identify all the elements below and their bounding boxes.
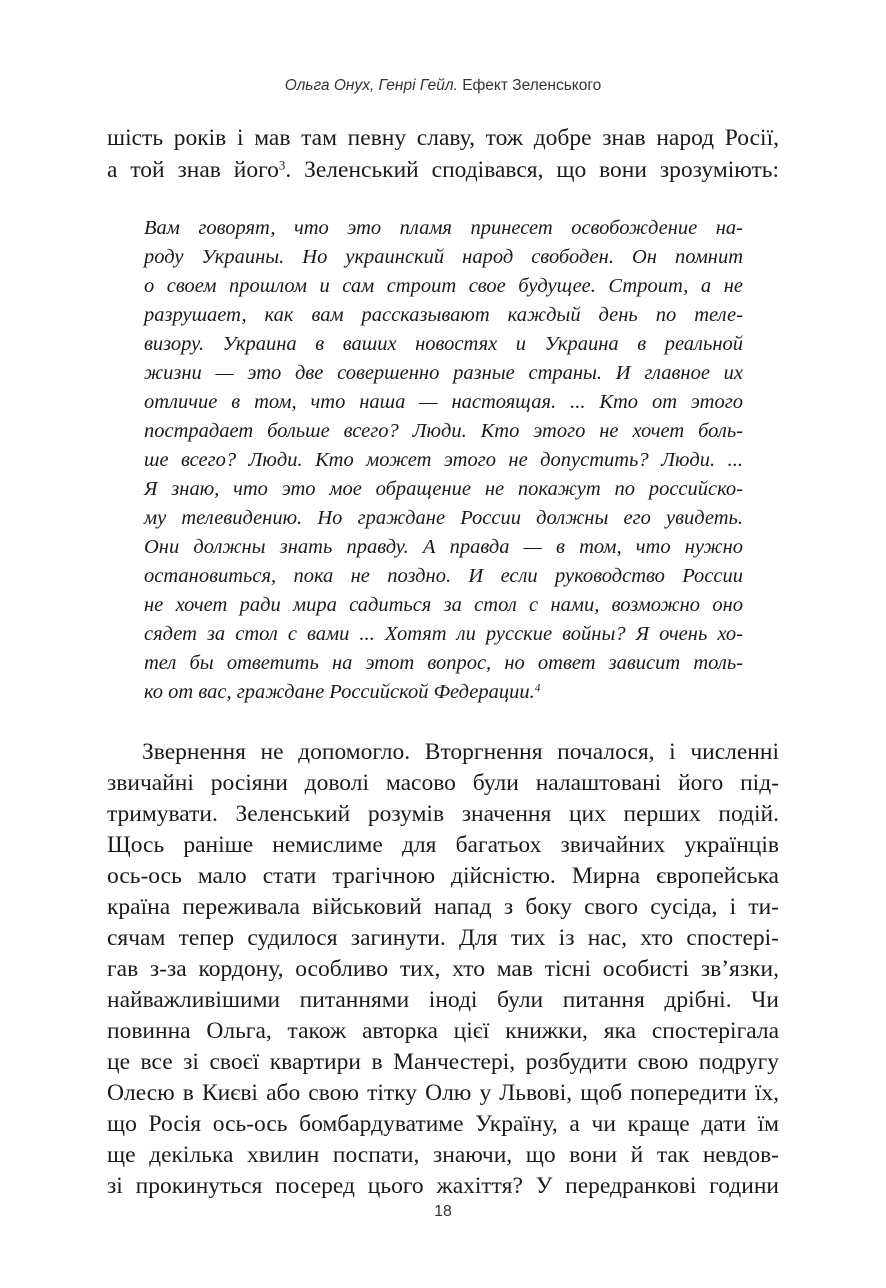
quote-line: отличие в том, что наша — настоящая. ... Кто от этого bbox=[144, 391, 743, 413]
running-head-title: Ефект Зеленського bbox=[462, 77, 602, 94]
body-line: країна переживала військовий напад з боку свого сусіда, і ти- bbox=[107, 894, 779, 920]
quote-text: ко от вас, граждане Российской Федерации. bbox=[144, 681, 535, 703]
body-line: ще декілька хвилин поспати, знаючи, що вони й так невдов- bbox=[107, 1142, 779, 1168]
running-head-authors: Ольга Онух, Генрі Гейл. bbox=[284, 77, 458, 94]
quote-line: Они должны знать правду. А правда — в том, что нужно bbox=[144, 536, 743, 558]
quote-line: Я знаю, что это мое обращение не покажут по российско- bbox=[144, 478, 743, 500]
body-line: Олесю в Києві або свою тітку Олю у Львові, щоб попередити їх, bbox=[107, 1080, 779, 1106]
quote-line: визору. Украина в ваших новостях и Украина в реальной bbox=[144, 333, 743, 355]
footnote-ref: 4 bbox=[534, 682, 541, 695]
opening-line: шість років і мав там певну славу, тож добре знав народ Росії, bbox=[107, 125, 779, 151]
body-line: звичайні росіяни доволі масово були налаштовані його під- bbox=[107, 770, 779, 796]
body-line: повинна Ольга, також авторка цієї книжки, яка спостерігала bbox=[107, 1018, 779, 1044]
quote-line: разрушает, как вам рассказывают каждый день по теле- bbox=[144, 304, 743, 326]
body-line: Щось раніше немислиме для багатьох звичайних українців bbox=[107, 832, 779, 858]
body-line: гав з-за кордону, особливо тих, хто мав тісні особисті зв’язки, bbox=[107, 956, 779, 982]
quote-line: остановиться, пока не поздно. И если руководство России bbox=[144, 565, 743, 587]
quote-line: сядет за стол с вами ... Хотят ли русские войны? Я очень хо- bbox=[144, 623, 743, 645]
opening-text: . Зеленський сподівався, що вони зрозуміють: bbox=[285, 157, 779, 183]
quote-line: Вам говорят, что это пламя принесет освобождение на- bbox=[144, 217, 743, 239]
body-line: ось-ось мало стати трагічною дійсністю. Мирна європейська bbox=[107, 863, 779, 889]
quote-line: ше всего? Люди. Кто может этого не допустить? Люди. ... bbox=[144, 449, 743, 471]
body-line: Звернення не допомогло. Вторгнення почалося, і численні bbox=[142, 739, 779, 765]
quote-line: му телевидению. Но граждане России должны его увидеть. bbox=[144, 507, 743, 529]
body-line: тримувати. Зеленський розумів значення цих перших подій. bbox=[107, 801, 779, 827]
quote-line: тел бы ответить на этот вопрос, но ответ зависит толь- bbox=[144, 652, 743, 674]
body-line: що Росія ось-ось бомбардуватиме Україну, а чи краще дати їм bbox=[107, 1111, 779, 1137]
body-line: сячам тепер судилося загинути. Для тих із нас, хто спостері- bbox=[107, 925, 779, 951]
footnote-ref: 3 bbox=[278, 157, 286, 173]
body-line: це все зі своєї квартири в Манчестері, розбудити свою подругу bbox=[107, 1049, 779, 1075]
quote-line: не хочет ради мира садиться за стол с нами, возможно оно bbox=[144, 594, 743, 616]
quote-line: роду Украины. Но украинский народ свободен. Он помнит bbox=[144, 246, 743, 268]
opening-line bbox=[107, 155, 779, 185]
body-line: найважливішими питаннями іноді були питання дрібні. Чи bbox=[107, 987, 779, 1013]
running-head bbox=[0, 77, 886, 95]
opening-text: а той знав його bbox=[107, 157, 279, 183]
quote-line: жизни — это две совершенно разные страны. И главное их bbox=[144, 362, 743, 384]
body-line: зі прокинуться посеред цього жахіття? У передранкові години bbox=[107, 1173, 779, 1199]
quote-line: о своем прошлом и сам строит свое будущее. Строит, а не bbox=[144, 275, 743, 297]
quote-line bbox=[144, 679, 743, 705]
page-number: 18 bbox=[434, 1203, 452, 1220]
quote-line: пострадает больше всего? Люди. Кто этого не хочет боль- bbox=[144, 420, 743, 442]
